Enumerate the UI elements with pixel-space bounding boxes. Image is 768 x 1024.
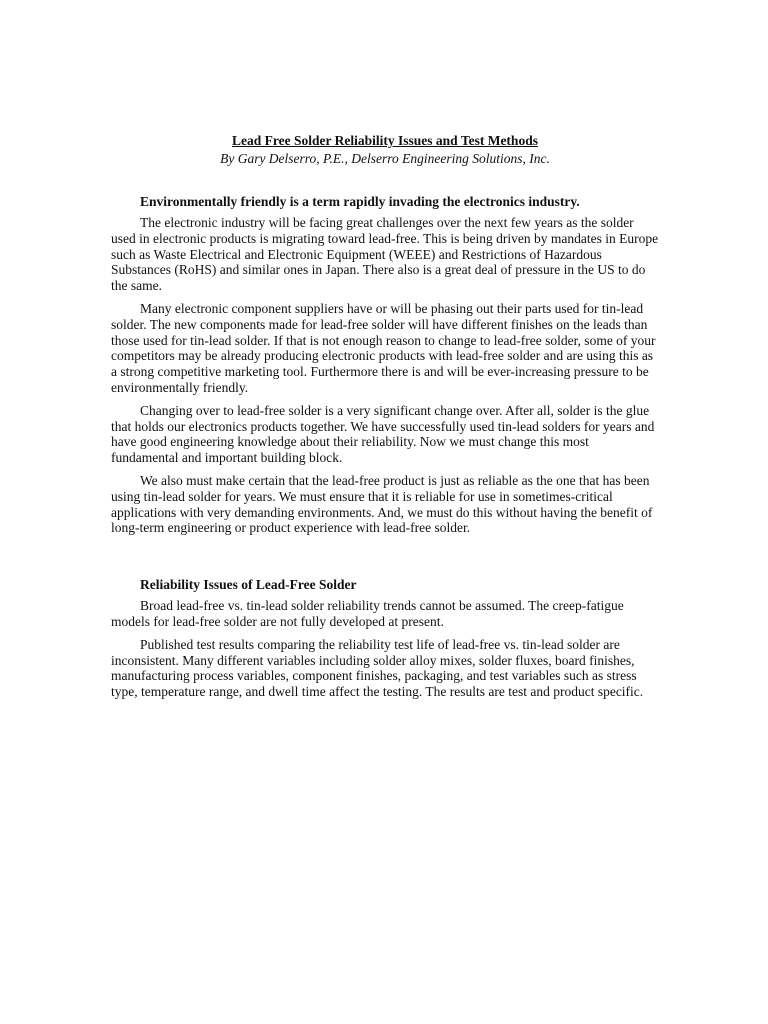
- paragraph: Changing over to lead-free solder is a very significant change over. After all, solder is the glue that holds our electronics products together. We have successfully used tin-lead solders for years and have good engineering knowledge about their reliability. Now we must change this most fundamental and important building block.: [111, 402, 655, 466]
- paragraph: We also must make certain that the lead-free product is just as reliable as the one that has been using tin-lead solder for years. We must ensure that it is reliable for use in sometimes-critical applications with very demanding environments. And, we must do this without having the benefit of long-term engineering or product experience with lead-free solder.: [111, 472, 653, 536]
- document-title-text: Lead Free Solder Reliability Issues and Test Methods: [232, 133, 538, 148]
- lead-sentence: Environmentally friendly is a term rapidly invading the electronics industry.: [140, 194, 580, 209]
- document-byline: By Gary Delserro, P.E., Delserro Engineering Solutions, Inc.: [220, 151, 550, 166]
- document-title: [111, 132, 659, 150]
- paragraph: Many electronic component suppliers have or will be phasing out their parts used for tin-lead solder. The new components made for lead-free solder will have different finishes on the leads than those used for tin-lead solder. If that is not enough reason to change to lead-free solder, some of your competitors may be already producing electronic products with lead-free solder and are using this as a strong competitive marketing tool. Furthermore there is and will be ever-increasing pressure to be environmentally friendly.: [111, 300, 656, 395]
- section-heading: Reliability Issues of Lead-Free Solder: [140, 577, 357, 593]
- section-paragraph: Broad lead-free vs. tin-lead solder reliability trends cannot be assumed. The creep-fatigue models for lead-free solder are not fully developed at present.: [111, 598, 624, 629]
- paragraph: The electronic industry will be facing great challenges over the next few years as the solder used in electronic products is migrating toward lead-free. This is being driven by mandates in Europe such as Waste Electrical and Electronic Equipment (WEEE) and Restrictions of Hazardous Substances (RoHS) and similar ones in Japan. There also is a great deal of pressure in the US to do the same.: [111, 215, 659, 294]
- document-body: [111, 132, 659, 707]
- section-paragraph: Published test results comparing the reliability test life of lead-free vs. tin-lead solder are inconsistent. Many different variables including solder alloy mixes, solder fluxes, board finishes, manufacturing process variables, component finishes, packaging, and test variables such as stress type, temperature range, and dwell time affect the testing. The results are test and product specific.: [111, 636, 644, 700]
